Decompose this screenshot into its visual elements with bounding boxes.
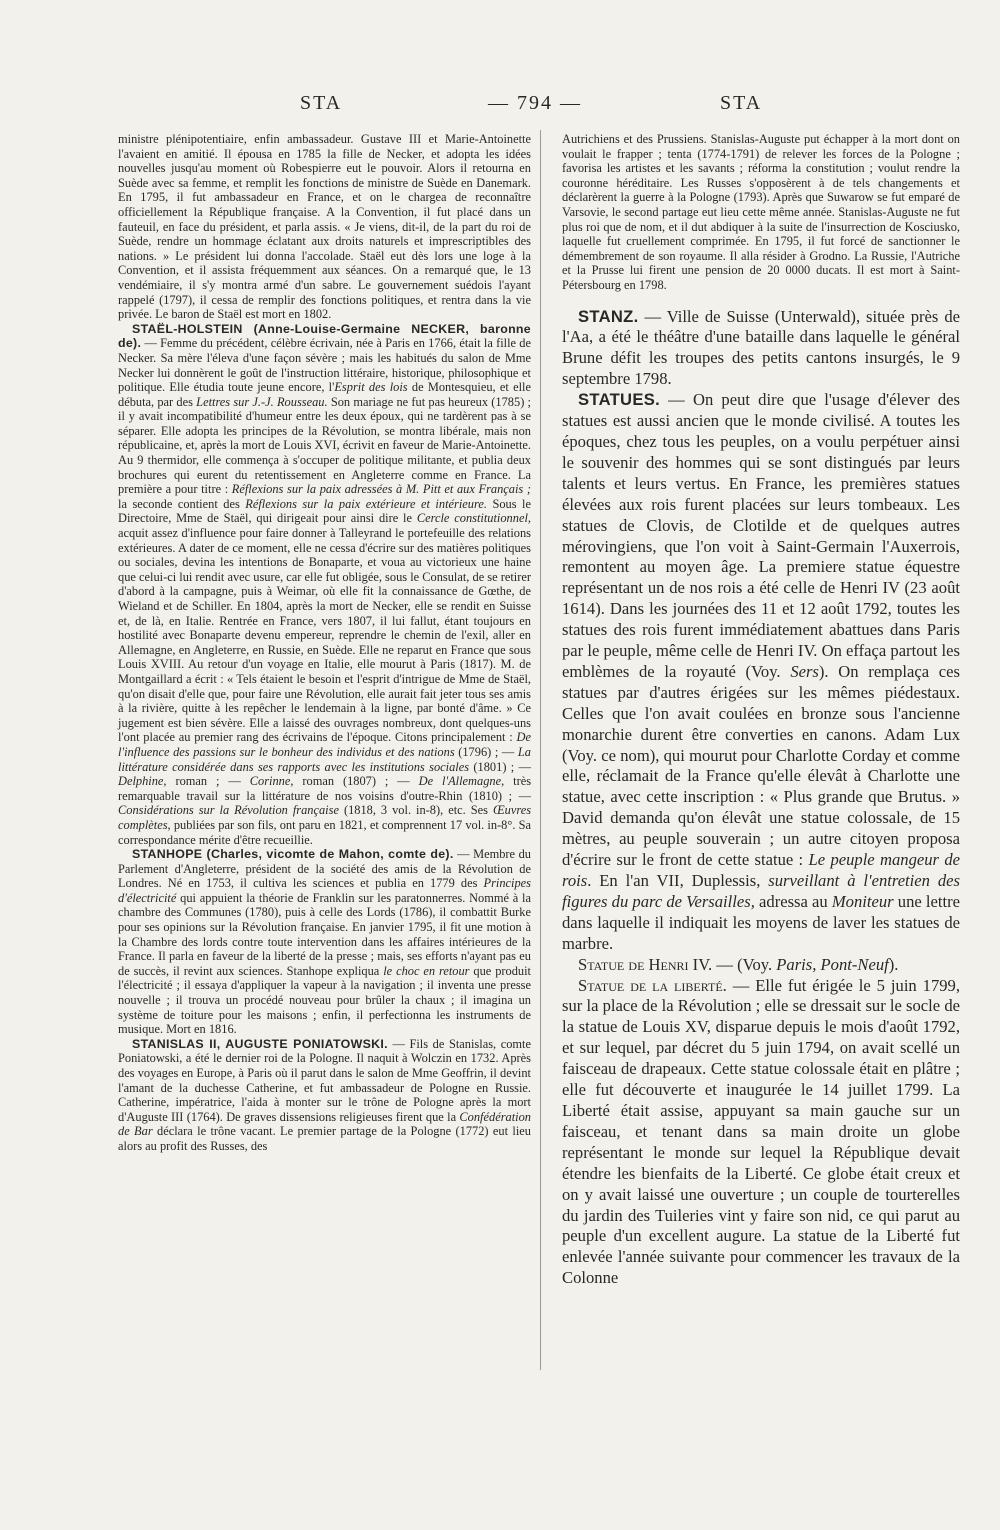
header-right: STA [720,92,763,114]
column-divider [540,130,541,1370]
page-number: — 794 — [488,92,582,114]
headword-stanz: STANZ. [578,306,639,326]
header-left: STA [300,92,343,114]
entry-stanz: STANZ. — Ville de Suisse (Unterwald), située près de l'Aa, a été le théâtre d'une bataille dans laquelle le général Brune défit les troupes des petits cantons insurgés, le 9 septembre 1798. [562,306,960,389]
entry-stanislas: STANISLAS II, AUGUSTE PONIATOWSKI. — Fils de Stanislas, comte Poniatowski, a été le dernier roi de la Pologne. Il naquit à Wolczin en 1732. Après des voyages en Europe, à Paris où il parut dans le salon de Mme Geoffrin, il devint l'amant de la duchesse Catherine, et fut ambassadeur de Pologne en Russie. Catherine, impératrice, l'aida à monter sur le trône de Pologne après la mort d'Auguste III (1764). De graves dissensions religieuses firent que la Confédération de Bar déclara le trône vacant. Le premier partage de la Pologne (1772) eut lieu alors au profit des Russes, des [118,1036,531,1153]
subhead-statue-liberte: Statue de la liberté. [578,975,727,995]
subhead-statue-henri-iv: Statue de Henri IV. [578,954,713,974]
entry-statue-henri-iv: Statue de Henri IV. — (Voy. Paris, Pont-Neuf). [578,954,899,974]
entry-stanislas-continued: Autrichiens et des Prussiens. Stanislas-Auguste put échapper à la mort dont on voulait le frapper ; tenta (1774-1791) de relever les forces de la Pologne ; favorisa les artistes et les savants ; réforma la constitution ; voulut rendre la couronne héréditaire. Les Russes s'opposèrent à de tels changements et déclarèrent la guerre à la Pologne (1793). Après que Suwarow se fut emparé de Varsovie, le second partage eut lieu cette même année. Stanislas-Auguste ne fut plus roi que de nom, et il dut abdiquer à la suite de l'insurrection de Kosciusko, laquelle fut cruellement comprimée. En 1795, il fut forcé de sanctionner le démembrement de son royaume. Il alla résider à Grodno. La Russie, l'Autriche et la Prusse lui firent une pension de 20 0000 ducats. Il est mort à Saint-Pétersbourg en 1798. [562,132,960,292]
headword-statues: STATUES. [578,390,660,410]
entry-statues: STATUES. — On peut dire que l'usage d'élever des statues est aussi ancien que le monde civilisé. A toutes les époques, chez tous les peuples, on a voulu perpétuer ainsi le souvenir des hommes qui se sont distingués par leurs talents et leurs vertus. En France, les premières statues élevées aux rois furent placées sur leurs tombeaux. Les statues de Clovis, de Clotilde et de quelques autres mérovingiens, que l'on voit à Saint-Germain l'Auxerrois, remontent au moyen âge. La premiere statue équestre représentant un de nos rois a été celle de Henri IV (23 août 1614). Dans les journées des 11 et 12 août 1792, toutes les statues des rois furent immédiatement abattues dans Paris par le peuple, même celle de Henri IV. On effaça partout les emblèmes de la royauté (Voy. Sers). On remplaça ces statues par d'autres érigées sur les mêmes piédestaux. Celles que l'on avait coulées en bronze sous l'ancienne monarchie durent être converties en canons. Adam Lux (Voy. ce nom), qui mourut pour Charlotte Corday et comme elle, réclamait de la France qu'elle élevât à Charlotte une statue, avec cette inscription : « Plus grande que Brutus. » David demanda qu'on élevât une statue colossale, de 15 mètres, au peuple souverain ; un autre citoyen proposa d'écrire sur le front de cette statue : Le peuple mangeur de rois. En l'an VII, Duplessis, surveillant à l'entretien des figures du parc de Versailles, adressa au Moniteur une lettre dans laquelle il indiquait les moyens de laver les statues de marbre. [562,390,960,953]
entry-stanhope: STANHOPE (Charles, vicomte de Mahon, comte de). — Membre du Parlement d'Angleterre, président de la société des amis de la Révolution de Londres. Né en 1753, il cultiva les sciences et publia en 1779 des Principes d'électricité qui appuient la théorie de Franklin sur les paratonnerres. Nommé à la chambre des Communes (1780), puis à celle des Lords (1786), il combattit Burke pour ses opinions sur la Révolution française. En janvier 1795, il fit une motion à la Chambre des lords contre toute intervention dans les affaires intérieures de la France. Il parla en faveur de la liberté de la presse ; mais, ses efforts n'ayant pas eu de succès, il revint aux sciences. Stanhope expliqua le choc en retour que produit l'électricité ; il essaya d'appliquer la vapeur à la navigation ; il inventa une presse nouvelle ; il trouva un procédé nouveau pour brûler la chaux ; il imagina un système de toiture pour les maisons ; enfin, il perfectionna les instruments de musique. Mort en 1816. [118,847,531,1037]
headword-stanhope: STANHOPE (Charles, vicomte de Mahon, comte de). [132,847,454,862]
headword-stanislas: STANISLAS II, AUGUSTE PONIATOWSKI. [132,1036,388,1051]
left-column [118,132,531,1154]
entry-stael-continued: ministre plénipotentiaire, enfin ambassadeur. Gustave III et Marie-Antoinette l'avaient en amitié. Il épousa en 1785 la fille de Necker, et adopta les idées nouvelles jusqu'au moment où Robespierre eut le pouvoir. Alors il retourna en Suède avec sa femme, et remplit les fonctions de ministre de Suède en Danemark. En 1795, il fut ambassadeur en France, et on le chargea de reconnaître officiellement la République française. A la Convention, il fut placé dans un fauteuil, en face du président, et parla assis. « Je viens, dit-il, de la part du roi de Suède, rendre un hommage éclatant aux droits naturels et imprescriptibles des nations. » Le président lui donna l'accolade. Staël eut dès lors une loge à la Convention, et il assista fréquemment aux séances. On a remarqué que, le 13 vendémiaire, il s'y montra armé d'un sabre. Le gouvernement suédois l'ayant rappelé (1797), il cessa de remplir des fonctions politiques, et rentra dans la vie privée. Le baron de Staël est mort en 1802. [118,132,531,322]
entry-stael-holstein: STAËL-HOLSTEIN (Anne-Louise-Germaine NECKER, baronne de). — Femme du précédent, célèbre écrivain, née à Paris en 1766, était la fille de Necker. Sa mère l'éleva d'une façon sévère ; mais les habitués du salon de Mme Necker lui donnèrent le goût de l'instruction littéraire, historique, philosophique et politique. Elle étudia toute jeune encore, l'Esprit des lois de Montesquieu, et elle débuta, par des Lettres sur J.-J. Rousseau. Son mariage ne fut pas heureux (1785) ; il y avait incompatibilité d'humeur entre les deux époux, qui ne tardèrent pas à se séparer. Elle adopta les principes de la Révolution, se montra libérale, mais non républicaine, et, après la mort de Louis XVI, écrivit en faveur de Marie-Antoinette. Au 9 thermidor, elle commença à s'occuper de politique militante, et publia deux brochures qui eurent du retentissement en Angleterre comme en France. La première a pour titre : Réflexions sur la paix adressées à M. Pitt et aux Français ; la seconde contient des Réflexions sur la paix extérieure et intérieure. Sous le Directoire, Mme de Staël, qui dirigeait pour ainsi dire le Cercle constitutionnel, acquit assez d'influence pour faire donner à Talleyrand le portefeuille des relations extérieures. A dater de ce moment, elle ne cessa d'écrire sur des matières politiques ou sociales, devina les intentions de Bonaparte, et voua au victorieux une haine que celui-ci lui rendit avec usure, car elle fut obligée, sous le Consulat, de se retirer d'abord à la campagne, puis à Weimar, où elle fit la connaissance de Gœthe, de Wieland et de Schiller. En 1804, après la mort de Necker, elle se rendit en Suisse et, de là, en Italie. Rentrée en France, vers 1807, il lui fallut, étant toujours en hostilité avec Bonaparte devenu empereur, reprendre le chemin de l'exil, aller en Allemagne, en Angleterre, en Russie, en Suède. Elle ne reparut en France que sous Louis XVIII. Au retour d'un voyage en Italie, elle mourut à Paris (1817). M. de Montgaillard a écrit : « Tels étaient le besoin et l'esprit d'intrigue de Mme de Staël, qu'on disait d'elle que, pour faire une Révolution, elle aurait fait jeter tous ses amis à la rivière, quitte à les repêcher le lendemain à la ligne, par bonté d'âme. » Ce jugement est bien sévère. Elle a laissé des ouvrages nombreux, dont quelques-uns l'ont placée au premier rang des écrivains de l'époque. Citons principalement : De l'influence des passions sur le bonheur des individus et des nations (1796) ; — La littérature considérée dans ses rapports avec les institutions sociales (1801) ; — Delphine, roman ; — Corinne, roman (1807) ; — De l'Allemagne, très remarquable travail sur la littérature de nos voisins d'outre-Rhin (1810) ; — Considérations sur la Révolution française (1818, 3 vol. in-8), etc. Ses Œuvres complètes, publiées par son fils, ont paru en 1821, et comprennent 17 vol. in-8°. Sa correspondance mérite d'être recueillie. [118,321,532,847]
running-header [0,92,1000,122]
headword-stael-holstein: STAËL-HOLSTEIN (Anne-Louise-Germaine NECKER, baronne de). [118,321,531,351]
entry-statue-liberte: Statue de la liberté. — Elle fut érigée le 5 juin 1799, sur la place de la Révolution ; elle se dressait sur le socle de la statue de Louis XV, disparue depuis le mois d'août 1792, et sur lequel, par décret du 5 juin 1794, on avait scellé un faisceau de drapeaux. Cette statue colossale était en plâtre ; elle fut découverte et inaugurée le 14 juillet 1799. La Liberté était assise, appuyant sa main gauche sur un faisceau, et tenant dans sa main droite un globe représentant le monde sur lequel la République devait étendre les bienfaits de la Liberté. Ce globe était creux et on y avait laissé une ouverture ; un couple de tourterelles du jardin des Tuileries vint y faire son nid, ce qui parut au peuple d'un excellent augure. La statue de la Liberté fut enlevée l'année suivante pour commencer les travaux de la Colonne [562,975,960,1288]
right-column [562,132,960,1289]
